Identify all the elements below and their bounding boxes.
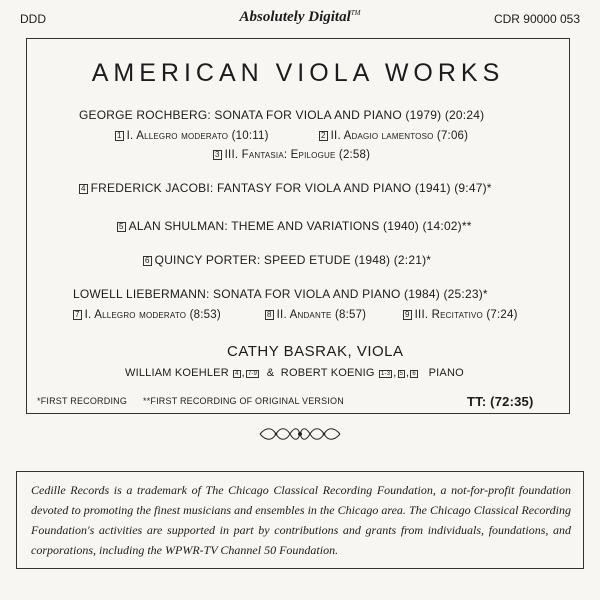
rochberg-mvt-1: 1 I. Allegro moderato (10:11): [117, 130, 269, 142]
violist-credit: CATHY BASRAK, VIOLA: [227, 343, 404, 360]
catalog-number: CDR 90000 053: [493, 12, 580, 26]
foundation-info-box: [16, 471, 584, 569]
porter-track: 6 QUINCY PORTER: SPEED ETUDE (1948) (2:21)*: [145, 253, 432, 267]
ornament-icon: [258, 426, 342, 442]
first-recording-note: *FIRST RECORDING: [37, 396, 128, 406]
track-number-badge: 3: [215, 150, 220, 159]
total-time: TT: (72:35): [467, 394, 534, 409]
track-number-badge: 4: [235, 371, 239, 377]
track-number-badge: 6: [145, 256, 150, 265]
track-number-badge: 7: [75, 310, 80, 319]
album-title: AMERICAN VIOLA WORKS: [91, 59, 505, 87]
rochberg-mvt-2: 2 II. Adagio lamentoso (7:06): [321, 130, 469, 142]
track-number-badge: 6: [412, 371, 416, 377]
pianist-credits: WILLIAM KOEHLER 4 , 7-9 & ROBERT KOENIG 1-3 , 5 , 6 PIANO: [125, 367, 464, 379]
track-number-badge: 1: [117, 131, 122, 140]
rochberg-mvt-3: 3 III. Fantasia: Epilogue (2:58): [215, 149, 371, 161]
jacobi-track: 4 FREDERICK JACOBI: FANTASY FOR VIOLA AND PIANO (1941) (9:47)*: [81, 181, 492, 195]
liebermann-mvt-2: 8 II. Andante (8:57): [267, 309, 367, 321]
track-number-badge: 8: [267, 310, 272, 319]
track-number-badge: 7-9: [247, 371, 258, 377]
track-number-badge: 5: [399, 371, 404, 377]
track-number-badge: 2: [321, 131, 326, 140]
koehler-name: WILLIAM KOEHLER: [125, 367, 229, 379]
shulman-track: 5 ALAN SHULMAN: THEME AND VARIATIONS (1940) (14:02)**: [119, 219, 472, 233]
piano-label: PIANO: [428, 367, 464, 379]
liebermann-mvt-1: 7 I. Allegro moderato (8:53): [75, 309, 221, 321]
trademark-mark: TM: [350, 9, 361, 17]
track-number-badge: 9: [405, 310, 410, 319]
rochberg-heading: GEORGE ROCHBERG: SONATA FOR VIOLA AND PIANO (1979) (20:24): [79, 108, 485, 122]
track-number-badge: 5: [119, 222, 124, 231]
liebermann-heading: LOWELL LIEBERMANN: SONATA FOR VIOLA AND PIANO (1984) (25:23)*: [73, 287, 488, 301]
ddd-code: DDD: [20, 12, 46, 26]
track-number-badge: 1-3: [380, 371, 391, 377]
tracklist-frame: [26, 38, 570, 414]
track-number-badge: 4: [81, 184, 86, 193]
first-original-note: **FIRST RECORDING OF ORIGINAL VERSION: [143, 396, 344, 406]
liebermann-mvt-3: 9 III. Recitativo (7:24): [405, 309, 518, 321]
koenig-name: ROBERT KOENIG: [280, 367, 375, 379]
absolutely-digital-label: Absolutely Digital™: [239, 9, 361, 25]
foundation-info-text: Cedille Records is a trademark of The Chicago Classical Recording Foundation, a not-for-profit foundation devoted to promoting the finest musicians and ensembles in the Chicago area. The Chicago Classical Recording Foundation's activities are supported in part by contributions and grants from individuals, foundations, and corporations, including the WPWR-TV Channel 50 Foundation.: [31, 483, 571, 557]
header-bar: [0, 8, 600, 32]
